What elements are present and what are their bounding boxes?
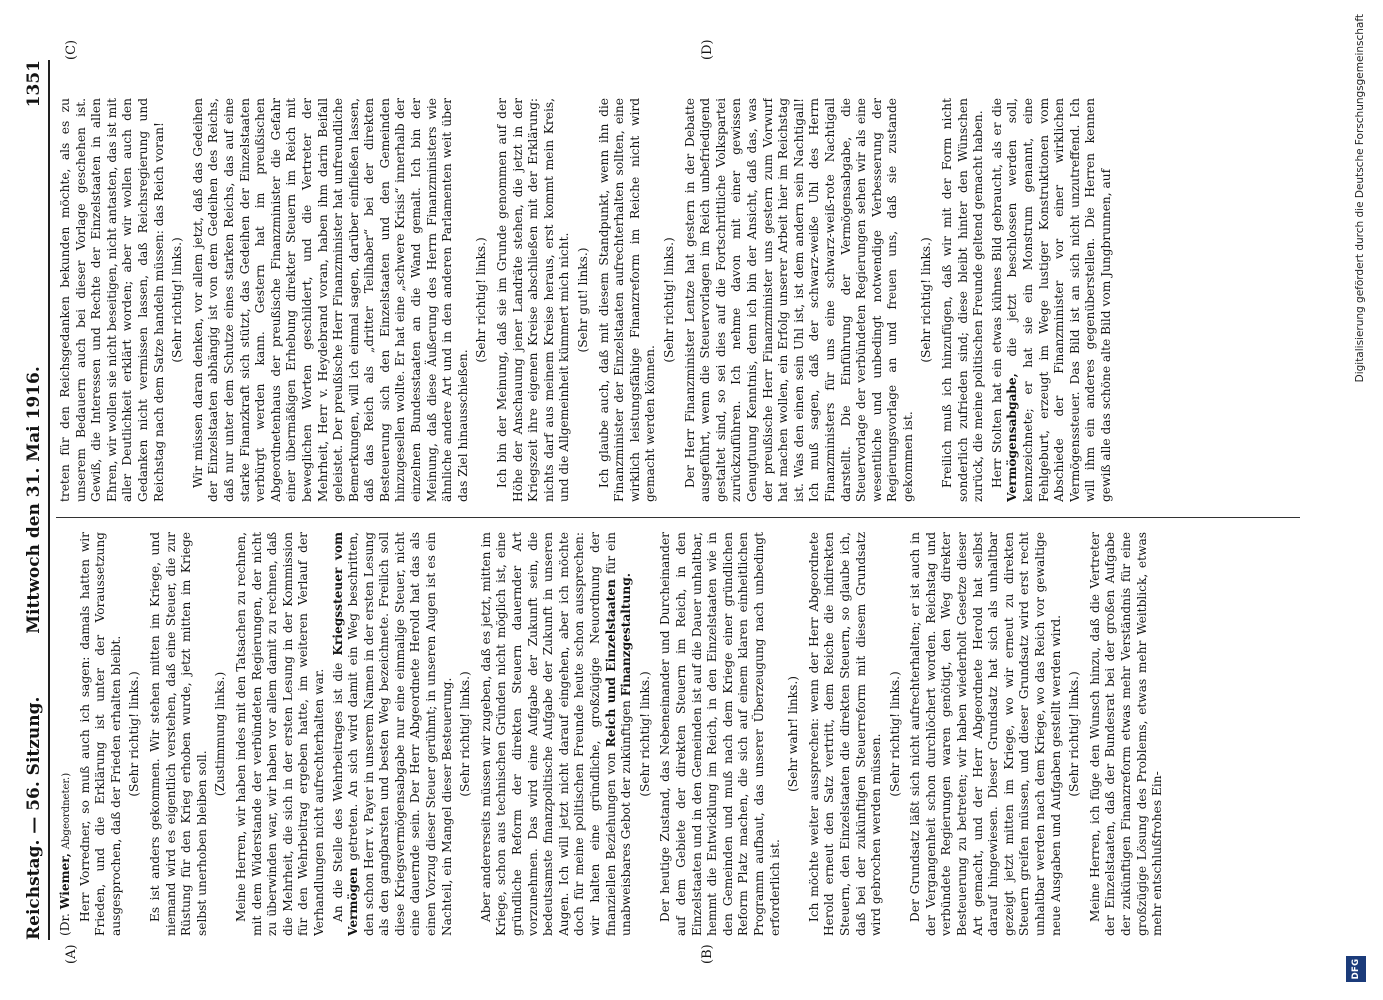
speaker-name: Wiemer, [58,852,72,910]
paragraph: Der Grundsatz läßt sich nicht aufrechterhalten; er ist auch in der Vergangenheit schon durchlöchert worden. Reichstag und verbündete Regierungen waren genötigt, den Weg direkter Besteuerung zu betreten; wir haben wiederholt Gesetze dieser Art gemacht, und der Herr Abgeordnete Herold hat selbst darauf hingewiesen. Dieser Grundsatz hat sich als unhaltbar gezeigt jetzt mitten im Kriege, wo wir erneut zu direkten Steuern greifen müssen, und dieser Grundsatz wird erst recht unhaltbar werden nach dem Kriege, wo das Reich vor gewaltige neue Ausgaben und Aufgaben gestellt werden wird. [908,532,1063,936]
paragraph: Ich bin der Meinung, daß sie im Grunde genommen auf der Höhe der Anschauung jener Landräte stehen, die jetzt in der Kriegszeit ihre eigenen Kreise abschließen mit der Erklärung: nichts darf aus meinem Kreise heraus, erst kommt mein Kreis, und die Allgemeinheit kümmert mich nicht. [495,98,572,502]
paragraph: Meine Herren, ich füge den Wunsch hinzu, daß die Vertreter der Einzelstaaten, daß der Bundesrat bei der großen Aufgabe der zukünftigen Finanzreform etwas mehr Verständnis für eine großzügige Lösung des Problems, etwas mehr Weitblick, etwas mehr entschlußfrohes Ein- [1087,532,1165,936]
speaker-line [58,532,75,936]
interjection: (Sehr richtig! links.) [637,671,652,797]
paragraph: Wir müssen daran denken, vor allem jetzt, daß das Gedeihen der Einzelstaaten abhängig ist von dem Gedeihen des Reichs, daß nur unter dem Schutze eines starken Reichs, das auf eine starke Finanzkraft sich stützt, das Gedeihen der Einzelstaaten verbürgt werden kann. Gestern hat im preußischen Abgeordnetenhaus der preußische Finanzminister die Gefahr einer übermäßigen Erhebung direkter Steuern im Reich mit beweglichen Worten geschildert, und die Vertreter der Mehrheit, Herr v. Heydebrand voran, haben ihm darin Beifall geleistet. Der preußische Herr Finanzminister hat unfreundliche Bemerkungen, will ich einmal sagen, darüber einfließen lassen, daß das Reich als „dritter Teilhaber“ bei der direkten Besteuerung sich den Einzelstaaten und den Gemeinden hinzugesellen wollte. Er hat eine „schwere Krisis“ innerhalb der einzelnen Bundesstaaten an die Wand gemalt. Ich bin der Meinung, daß diese Äußerung des Herrn Finanzministers wie ähnliche andere Art und in den anderen Parlamenten weit über das Ziel hinausschießen. [190,98,470,502]
emphasis-reich-einzelstaaten: Reich und Einzelstaaten [603,579,618,748]
text-run: die jetzt beschlossen werden soll, kennzeichnete; er hat sie ein Monstrum genannt, eine Fehlgeburt, erzeugt im Wege lustiger Konstruktionen vom Abschiede der Finanzminister vor einer wirklichen Vermögenssteuer. Das Bild ist an sich nicht unzutreffend. Ich will ihm ein anderes gegenüberstellen. Die Herren kennen gewiß alle das schöne alte Bild vom Jungbrunnen, auf [1005,98,1113,502]
emphasis-vermoegensabgabe: Vermögensabgabe, [1005,373,1020,502]
paragraph-with-emphasis [479,532,635,936]
header-date: Mittwoch den 31. Mai 1916. [24,366,44,634]
header-session: Reichstag. — 56. Sitzung. [24,696,44,940]
text-run: getreten. An sich wird damit ein Weg beschritten, den schon Herr v. Payer in unserem Namen in der ersten Lesung als den gangbarsten und besten Weg bezeichnete. Freilich soll diese Kriegsvermögensabgabe nur eine einmalige Steuer, nicht eine dauernde sein. Der Herr Abgeordnete Herold hat das als einen Vorzug dieser Steuer gerühmt; in unseren Augen ist es ein Nachteil, ein Mangel dieser Besteuerung. [346,532,454,936]
interjection: (Sehr gut! links.) [576,247,590,353]
speaker-prefix: (Dr. [58,913,72,936]
paragraph: treten für den Reichsgedanken bekunden möchte, als es zu unserem Bedauern auch bei dieser Vorlage geschehen ist. Gewiß, die Interessen und Rechte der Einzelstaaten in allen Ehren, wir wollen sie nicht beseitigen, nicht antasten, das ist mit aller Deutlichkeit erklärt worden; aber wir wollen auch den Gedanken nicht vermissen lassen, daß Reichsregierung und Reichstag nach dem Satze handeln müssen: das Reich voran! [58,98,166,502]
interjection: (Zustimmung links.) [213,671,228,797]
paragraph: Herr Vorredner, so muß auch ich sagen: damals hatten wir Frieden, und die Erklärung ist unter der Voraussetzung ausgesprochen, daß der Frieden erhalten bleibt. [77,532,123,936]
text-run: An die Stelle des Wehrbeitrages ist die [330,662,345,922]
dfg-logo: DFG [1346,956,1366,982]
paragraph: Ich möchte weiter aussprechen: wenn der Herr Abgeordnete Herold erneut den Satz vertritt, dem Reiche die indirekten Steuern, den Einzelstaaten die direkten Steuern, so glaube ich, daß bei der zukünftigen Steuerreform mit diesem Grundsatz wird gebrochen werden müssen. [806,532,884,936]
paragraph: Der heutige Zustand, das Nebeneinander und Durcheinander auf dem Gebiete der direkten Steuern im Reich, in den Einzelstaaten und in den Gemeinden ist auf die Dauer unhaltbar, hemmt die Entwicklung im Reich, in den Einzelstaaten wie in den Gemeinden und muß nach dem Kriege einer gründlichen Reform Platz machen, die sich auf einem klaren einheitlichen Programm aufbaut, das unserer Überzeugung nach unbedingt erforderlich ist. [658,532,782,936]
digitization-credit: Digitalisierung gefördert durch die Deutsche Forschungsgemeinschaft [1354,14,1366,383]
text-column-right [58,98,1298,502]
paragraph: Ich glaube auch, daß mit diesem Standpunkt, wenn ihn die Finanzminister der Einzelstaaten aufrechterhalten sollten, eine wirklich leistungsfähige Finanzreform im Reiche nicht wird gemacht werden können. [596,98,658,502]
paragraph-with-emphasis [331,532,456,936]
interjection: (Sehr wahr! links.) [786,676,801,792]
margin-mark-c: (C) [64,39,79,60]
emphasis-kriegssteuer: Kriegssteuer vom Vermögen [330,532,361,936]
interjection: (Sehr richtig! links.) [458,671,473,797]
interjection: (Sehr richtig! links.) [1067,671,1082,797]
interjection: (Sehr richtig! links.) [474,237,489,363]
column-divider [56,517,1300,518]
page-header [18,60,50,940]
interjection: (Sehr richtig! links.) [661,237,676,363]
text-run: Aber andererseits müssen wir zugeben, daß es jetzt, mitten im Kriege, schon aus technischen Gründen nicht möglich ist, eine gründliche Reform der direkten Steuern dauernder Art vorzunehmen. Das wird eine Aufgabe der Zukunft sein, die bedeutsamste finanzpolitische Aufgabe der Zukunft in unseren Augen. Ich will jetzt nicht darauf eingehen, aber ich möchte doch für meine politischen Freunde heute schon aussprechen: wir halten eine gründliche, großzügige Neuordnung der finanziellen Beziehungen von [478,532,618,936]
margin-mark-d: (D) [700,39,715,60]
text-run: für ein unabweisbares Gebot der zukünftigen [603,532,634,936]
interjection: (Sehr richtig! links.) [127,671,142,797]
margin-mark-a: (A) [64,944,79,964]
header-page-number: 1351 [24,60,44,108]
paragraph: Der Herr Finanzminister Lentze hat gestern in der Debatte ausgeführt, wenn die Steuervorlagen im Reich unbefriedigend gestaltet sind, so sei dies auf die Fortschrittliche Volkspartei zurückzuführen. Ich nehme davon mit einer gewissen Genugtuung Kenntnis, denn ich bin der Ansicht, daß das, was der preußische Herr Finanzminister uns gestern zum Vorwurf hat machen wollen, ein Erfolg unserer Arbeit hier im Reichstag ist. Was den einen sein Uhl ist, ist dem andern sein Nachtigall! Ich muß sagen, daß der schwarz-weiße Uhl des Herrn Finanzministers für uns eine schwarz-weiß-rote Nachtigall darstellt. Die Einführung der Vermögensabgabe, die Steuervorlage der verbündeten Regierungen sehen wir als eine wesentliche und unbedingt notwendige Verbesserung der Regierungsvorlage an und freuen uns, daß sie zustande gekommen ist. [682,98,915,502]
paragraph: Es ist anders gekommen. Wir stehen mitten im Kriege, und niemand wird es eigentlich verstehen, daß eine Steuer, die zur Rüstung für den Krieg erhoben wurde, jetzt mitten im Kriege selbst unerhoben bleiben soll. [147,532,209,936]
paragraph: Freilich muß ich hinzufügen, daß wir mit der Form nicht sonderlich zufrieden sind; diese bleibt hinter den Wünschen zurück, die meine politischen Freunde geltend gemacht haben. [940,98,986,502]
text-column-left [58,532,1298,936]
interjection: (Sehr richtig! links.) [887,671,902,797]
speaker-role: Abgeordneter.) [61,772,72,850]
margin-mark-b: (B) [700,944,715,964]
paragraph-with-emphasis [990,98,1115,502]
paragraph: Meine Herren, wir haben indes mit den Tatsachen zu rechnen, mit dem Widerstande der verbündeten Regierungen, der nicht zu überwinden war, wir haben vor allem damit zu rechnen, daß die Mehrheit, die sich in der ersten Lesung in der Kommission für den Wehrbeitrag ergeben hatte, im weiteren Verlauf der Verhandlungen nicht aufrechterhalten war. [233,532,326,936]
interjection: (Sehr richtig! links.) [170,237,185,363]
digitization-credit-strip [1318,0,1378,1000]
text-run: Herr Stolten hat ein etwas kühnes Bild gebraucht, als er die [989,98,1004,488]
emphasis-finanzgestaltung: Finanzgestaltung. [619,572,634,697]
interjection: (Sehr richtig! links.) [919,237,934,363]
